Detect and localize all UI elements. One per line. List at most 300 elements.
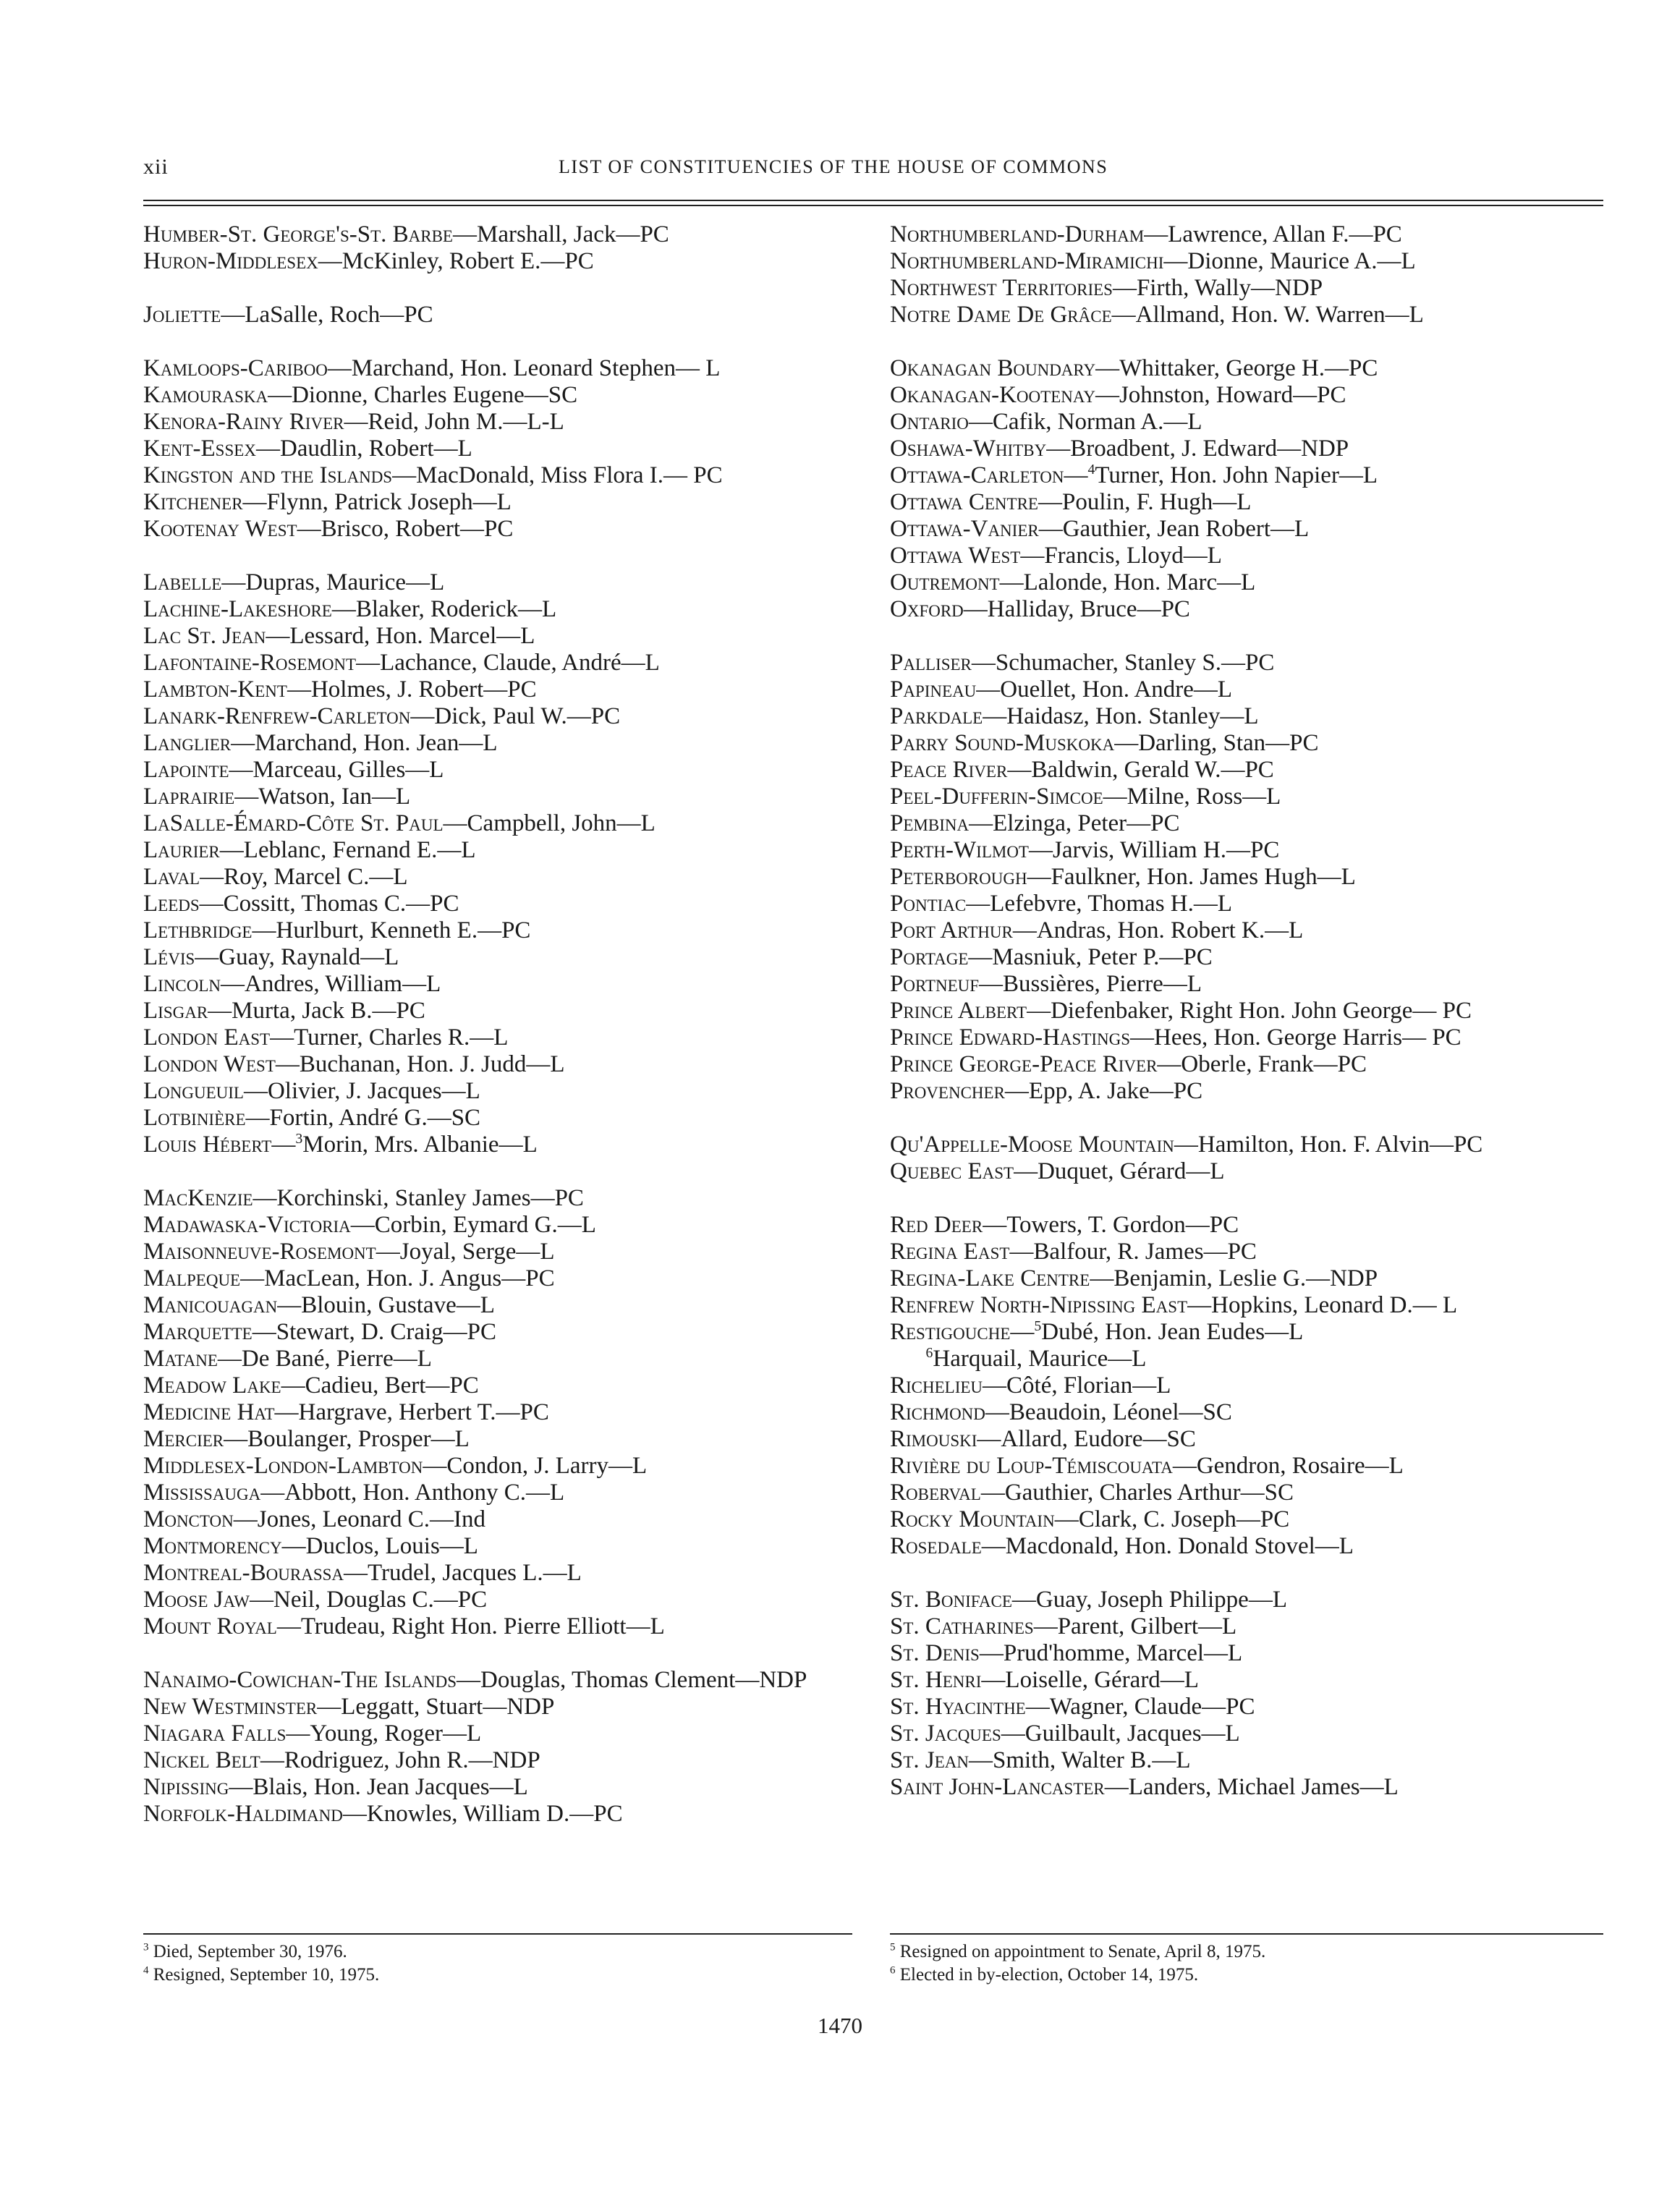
constituency-entry: Saint John-Lancaster—Landers, Michael James—L	[890, 1774, 1399, 1800]
constituency-entry: Kamouraska—Dionne, Charles Eugene—SC	[143, 382, 578, 408]
constituency-name: Mount Royal	[143, 1613, 277, 1639]
constituency-name: Papineau	[890, 676, 977, 703]
constituency-name: Rosedale	[890, 1533, 982, 1559]
constituency-entry: Northumberland-Miramichi—Dionne, Maurice A.—L	[890, 248, 1416, 274]
constituency-name: Prince Albert	[890, 998, 1027, 1024]
constituency-name: Langlier	[143, 730, 232, 756]
constituency-name: Pembina	[890, 810, 970, 836]
constituency-name: Niagara Falls	[143, 1720, 287, 1747]
constituency-name: Rimouski	[890, 1426, 977, 1452]
constituency-entry: Peel-Dufferin-Simcoe—Milne, Ross—L	[890, 784, 1281, 810]
constituency-name: Northwest Territories	[890, 275, 1113, 301]
footnote-number: 6	[890, 1964, 896, 1977]
member-name: Allard, Eudore—SC	[1001, 1426, 1196, 1452]
constituency-name: Parry Sound-Muskoka	[890, 730, 1115, 756]
member-name: Watson, Ian—L	[258, 784, 411, 810]
member-name: Cadieu, Bert—PC	[305, 1372, 479, 1399]
member-name: LaSalle, Roch—PC	[245, 302, 433, 328]
constituency-entry: Prince Albert—Diefenbaker, Right Hon. John George— PC	[890, 998, 1472, 1024]
member-name: Abbott, Hon. Anthony C.—L	[284, 1480, 565, 1506]
constituency-name: Lanark-Renfrew-Carleton	[143, 703, 411, 729]
constituency-name: St. Catharines	[890, 1613, 1034, 1639]
constituency-name: Malpeque	[143, 1265, 241, 1291]
header-rule-bottom	[143, 205, 1603, 206]
constituency-name: Louis Hébert	[143, 1132, 272, 1158]
constituency-name: Joliette	[143, 302, 221, 328]
member-name: Andres, William—L	[245, 971, 441, 997]
constituency-name: Medicine Hat	[143, 1399, 275, 1425]
member-name: Smith, Walter B.—L	[993, 1747, 1191, 1773]
constituency-name: Lambton-Kent	[143, 676, 287, 703]
member-name: Cossitt, Thomas C.—PC	[223, 891, 459, 917]
constituency-entry: Roberval—Gauthier, Charles Arthur—SC	[890, 1480, 1294, 1506]
constituency-entry: Ottawa Centre—Poulin, F. Hugh—L	[890, 489, 1252, 515]
member-name: De Bané, Pierre—L	[241, 1346, 432, 1372]
constituency-name: New Westminster	[143, 1694, 318, 1720]
constituency-entry: Lambton-Kent—Holmes, J. Robert—PC	[143, 676, 537, 703]
footnote-text: Resigned on appointment to Senate, April 8, 1975.	[899, 1942, 1266, 1961]
constituency-entry: Lachine-Lakeshore—Blaker, Roderick—L	[143, 596, 557, 622]
constituency-entry: Lanark-Renfrew-Carleton—Dick, Paul W.—PC	[143, 703, 621, 729]
member-name: Gauthier, Jean Robert—L	[1062, 516, 1310, 542]
constituency-entry: Malpeque—MacLean, Hon. J. Angus—PC	[143, 1265, 555, 1291]
constituency-entry: Lethbridge—Hurlburt, Kenneth E.—PC	[143, 917, 531, 943]
constituency-name: Peterborough	[890, 864, 1027, 890]
constituency-entry: Notre Dame De Grâce—Allmand, Hon. W. Warren—L	[890, 302, 1424, 328]
constituency-entry: Lincoln—Andres, William—L	[143, 971, 441, 997]
constituency-name: Nanaimo-Cowichan-The Islands	[143, 1667, 457, 1693]
constituency-name: St. Denis	[890, 1640, 980, 1666]
constituency-name: MacKenzie	[143, 1185, 253, 1211]
member-name: MacDonald, Miss Flora I.— PC	[416, 462, 723, 488]
constituency-name: Mississauga	[143, 1480, 261, 1506]
constituency-name: St. Henri	[890, 1667, 982, 1693]
footnote	[143, 1940, 852, 1964]
constituency-name: Mercier	[143, 1426, 224, 1452]
constituency-name: Parkdale	[890, 703, 983, 729]
constituency-name: Huron-Middlesex	[143, 248, 318, 274]
member-name: Blouin, Gustave—L	[301, 1292, 495, 1318]
constituency-entry: Lafontaine-Rosemont—Lachance, Claude, André—L	[143, 650, 660, 676]
constituency-name: Prince George-Peace River	[890, 1051, 1158, 1077]
member-name: Towers, T. Gordon—PC	[1006, 1212, 1239, 1238]
constituency-name: Kamouraska	[143, 382, 268, 408]
footnote-marker: 3	[295, 1131, 303, 1147]
constituency-entry: Middlesex-London-Lambton—Condon, J. Larry—L	[143, 1453, 648, 1479]
constituency-entry: St. Jean—Smith, Walter B.—L	[890, 1747, 1191, 1773]
constituency-name: St. Hyacinthe	[890, 1694, 1026, 1720]
member-name: Lawrence, Allan F.—PC	[1168, 221, 1402, 247]
member-name: Milne, Ross—L	[1127, 784, 1281, 810]
constituency-name: Montreal-Bourassa	[143, 1560, 344, 1586]
constituency-name: Notre Dame De Grâce	[890, 302, 1112, 328]
footnote-number: 3	[143, 1941, 149, 1953]
constituency-name: Outremont	[890, 569, 1000, 595]
constituency-name: Richmond	[890, 1399, 985, 1425]
constituency-name: Laprairie	[143, 784, 235, 810]
constituency-entry: Nickel Belt—Rodriguez, John R.—NDP	[143, 1747, 540, 1773]
constituency-entry: Peterborough—Faulkner, Hon. James Hugh—L	[890, 864, 1356, 890]
constituency-name: Okanagan-Kootenay	[890, 382, 1095, 408]
member-name: Duclos, Louis—L	[305, 1533, 478, 1559]
constituency-entry: Rosedale—Macdonald, Hon. Donald Stovel—L	[890, 1533, 1354, 1559]
member-name: MacLean, Hon. J. Angus—PC	[264, 1265, 555, 1291]
footnote-text: Elected in by-election, October 14, 1975.	[899, 1965, 1199, 1985]
constituency-entry: Oxford—Halliday, Bruce—PC	[890, 596, 1190, 622]
footnote	[890, 1964, 1603, 1987]
page-number: 1470	[818, 2013, 862, 2038]
constituency-name: Laurier	[143, 837, 220, 863]
constituency-name: Ottawa Centre	[890, 489, 1038, 515]
member-name: Oberle, Frank—PC	[1181, 1051, 1367, 1077]
constituency-name: Prince Edward-Hastings	[890, 1024, 1131, 1051]
constituency-entry: Rivière du Loup-Témiscouata—Gendron, Rosaire—L	[890, 1453, 1404, 1479]
member-name: Lalonde, Hon. Marc—L	[1023, 569, 1256, 595]
member-name: Balfour, R. James—PC	[1033, 1239, 1257, 1265]
constituency-entry: St. Henri—Loiselle, Gérard—L	[890, 1667, 1199, 1693]
constituency-name: Okanagan Boundary	[890, 355, 1096, 381]
constituency-entry: Quebec East—Duquet, Gérard—L	[890, 1158, 1225, 1184]
member-name: Duquet, Gérard—L	[1038, 1158, 1225, 1184]
constituency-entry: Niagara Falls—Young, Roger—L	[143, 1720, 482, 1747]
constituency-name: Lincoln	[143, 971, 221, 997]
constituency-entry: Qu'Appelle-Moose Mountain—Hamilton, Hon. F. Alvin—PC	[890, 1132, 1483, 1158]
member-name: Johnston, Howard—PC	[1119, 382, 1346, 408]
constituency-entry: Portneuf—Bussières, Pierre—L	[890, 971, 1202, 997]
constituency-entry: Red Deer—Towers, T. Gordon—PC	[890, 1212, 1239, 1238]
constituency-name: Pontiac	[890, 891, 967, 917]
member-name: Elzinga, Peter—PC	[993, 810, 1180, 836]
constituency-name: Northumberland-Miramichi	[890, 248, 1164, 274]
member-name: Buchanan, Hon. J. Judd—L	[299, 1051, 565, 1077]
constituency-name: Saint John-Lancaster	[890, 1774, 1105, 1800]
member-name: Jones, Leonard C.—Ind	[257, 1506, 486, 1532]
member-name: Guilbault, Jacques—L	[1024, 1720, 1240, 1747]
footnotes-left	[143, 1940, 852, 1987]
constituency-entry: Medicine Hat—Hargrave, Herbert T.—PC	[143, 1399, 549, 1425]
constituency-name: London West	[143, 1051, 276, 1077]
constituency-entry: Norfolk-Haldimand—Knowles, William D.—PC	[143, 1801, 623, 1827]
constituency-entry: Pontiac—Lefebvre, Thomas H.—L	[890, 891, 1233, 917]
member-name: Harquail, Maurice—L	[933, 1346, 1147, 1372]
constituency-entry: Langlier—Marchand, Hon. Jean—L	[143, 730, 498, 756]
member-name: Marchand, Hon. Leonard Stephen— L	[351, 355, 721, 381]
member-name: Leggatt, Stuart—NDP	[341, 1694, 555, 1720]
constituency-entry: Pembina—Elzinga, Peter—PC	[890, 810, 1180, 836]
member-name: Turner, Hon. John Napier—L	[1095, 462, 1378, 488]
member-name: Baldwin, Gerald W.—PC	[1031, 757, 1274, 783]
constituency-entry: Palliser—Schumacher, Stanley S.—PC	[890, 650, 1275, 676]
member-name: Douglas, Thomas Clement—NDP	[480, 1667, 807, 1693]
constituency-name: Laval	[143, 864, 200, 890]
member-name: Wagner, Claude—PC	[1049, 1694, 1255, 1720]
member-name: Condon, J. Larry—L	[446, 1453, 648, 1479]
constituency-entry: Nanaimo-Cowichan-The Islands—Douglas, Thomas Clement—NDP	[143, 1667, 807, 1693]
constituency-entry: St. Jacques—Guilbault, Jacques—L	[890, 1720, 1240, 1747]
constituency-entry: Richelieu—Côté, Florian—L	[890, 1372, 1171, 1399]
member-name: Trudel, Jacques L.—L	[368, 1560, 582, 1586]
member-name: Cafik, Norman A.—L	[992, 409, 1202, 435]
constituency-entry: St. Hyacinthe—Wagner, Claude—PC	[890, 1694, 1255, 1720]
constituency-entry: Madawaska-Victoria—Corbin, Eymard G.—L	[143, 1212, 596, 1238]
constituency-name: Palliser	[890, 650, 972, 676]
constituency-name: Leeds	[143, 891, 200, 917]
member-name: Daudlin, Robert—L	[279, 436, 472, 462]
member-name: Leblanc, Fernand E.—L	[243, 837, 476, 863]
member-name: Côté, Florian—L	[1006, 1372, 1171, 1399]
constituency-entry: Portage—Masniuk, Peter P.—PC	[890, 944, 1213, 970]
constituency-name: Lisgar	[143, 998, 208, 1024]
member-name: Masniuk, Peter P.—PC	[992, 944, 1213, 970]
member-name: McKinley, Robert E.—PC	[341, 248, 594, 274]
constituency-entry: Rocky Mountain—Clark, C. Joseph—PC	[890, 1506, 1290, 1532]
constituency-name: Rivière du Loup-Témiscouata	[890, 1453, 1173, 1479]
running-head: LIST OF CONSTITUENCIES OF THE HOUSE OF COMMONS	[559, 156, 1108, 177]
constituency-entry: Ottawa West—Francis, Lloyd—L	[890, 543, 1222, 569]
constituency-name: London East	[143, 1024, 271, 1051]
constituency-name: Montmorency	[143, 1533, 282, 1559]
constituency-name: Lotbinière	[143, 1105, 246, 1131]
member-name: Epp, A. Jake—PC	[1028, 1078, 1203, 1104]
member-name: Young, Roger—L	[310, 1720, 482, 1747]
constituency-name: Lafontaine-Rosemont	[143, 650, 357, 676]
constituency-name: Portage	[890, 944, 969, 970]
constituency-name: St. Boniface	[890, 1587, 1012, 1613]
constituency-entry: Northwest Territories—Firth, Wally—NDP	[890, 275, 1323, 301]
member-name: Diefenbaker, Right Hon. John George— PC	[1051, 998, 1472, 1024]
constituency-name: Maisonneuve-Rosemont	[143, 1239, 376, 1265]
footnote-rule-left	[143, 1933, 852, 1935]
member-name: Turner, Charles R.—L	[294, 1024, 509, 1051]
constituency-name: Kenora-Rainy River	[143, 409, 344, 435]
constituency-entry: Northumberland-Durham—Lawrence, Allan F.—PC	[890, 221, 1402, 247]
constituency-name: Rocky Mountain	[890, 1506, 1055, 1532]
constituency-name: Red Deer	[890, 1212, 983, 1238]
member-name: Stewart, D. Craig—PC	[276, 1319, 497, 1345]
footnote	[143, 1964, 852, 1987]
constituency-entry: Louis Hébert—$^3$Morin, Mrs. Albanie—L	[143, 1131, 538, 1158]
constituency-entry: Regina East—Balfour, R. James—PC	[890, 1239, 1257, 1265]
constituency-entry: Restigouche—$^5$Dubé, Hon. Jean Eudes—L	[890, 1318, 1304, 1345]
constituency-entry: Renfrew North-Nipissing East—Hopkins, Leonard D.— L	[890, 1292, 1458, 1318]
constituency-entry: Oshawa-Whitby—Broadbent, J. Edward—NDP	[890, 436, 1349, 462]
constituency-entry: Nipissing—Blais, Hon. Jean Jacques—L	[143, 1774, 528, 1800]
constituency-entry: Laval—Roy, Marcel C.—L	[143, 864, 408, 890]
constituency-name: LaSalle-Émard-Côte St. Paul	[143, 810, 444, 836]
constituency-name: Oshawa-Whitby	[890, 436, 1047, 462]
constituency-entry: Joliette—LaSalle, Roch—PC	[143, 302, 433, 328]
member-name: Benjamin, Leslie G.—NDP	[1113, 1265, 1378, 1291]
constituency-entry: Parkdale—Haidasz, Hon. Stanley—L	[890, 703, 1259, 729]
footnote-rule-right	[890, 1933, 1603, 1935]
constituency-entry: New Westminster—Leggatt, Stuart—NDP	[143, 1694, 555, 1720]
constituency-entry: Humber-St. George's-St. Barbe—Marshall, Jack—PC	[143, 221, 669, 247]
constituency-entry: MacKenzie—Korchinski, Stanley James—PC	[143, 1185, 584, 1211]
constituency-name: Lachine-Lakeshore	[143, 596, 332, 622]
constituency-name: Moncton	[143, 1506, 234, 1532]
member-name: Firth, Wally—NDP	[1136, 275, 1323, 301]
member-name: Roy, Marcel C.—L	[224, 864, 408, 890]
member-name: Morin, Mrs. Albanie—L	[302, 1132, 538, 1158]
constituency-name: Humber-St. George's-St. Barbe	[143, 221, 453, 247]
member-name: Brisco, Robert—PC	[321, 516, 514, 542]
constituency-entry: Marquette—Stewart, D. Craig—PC	[143, 1319, 497, 1345]
footnote-number: 5	[890, 1941, 896, 1953]
member-name: Loiselle, Gérard—L	[1005, 1667, 1199, 1693]
member-name: Knowles, William D.—PC	[366, 1801, 623, 1827]
footnotes-right	[890, 1940, 1603, 1987]
constituency-entry: Montreal-Bourassa—Trudel, Jacques L.—L	[143, 1560, 582, 1586]
constituency-entry: Laprairie—Watson, Ian—L	[143, 784, 411, 810]
member-name: Dick, Paul W.—PC	[434, 703, 621, 729]
constituency-entry: Okanagan-Kootenay—Johnston, Howard—PC	[890, 382, 1346, 408]
constituency-entry: Papineau—Ouellet, Hon. Andre—L	[890, 676, 1233, 703]
constituency-entry: Lévis—Guay, Raynald—L	[143, 944, 399, 970]
member-name: Marshall, Jack—PC	[477, 221, 669, 247]
constituency-name: Kamloops-Cariboo	[143, 355, 328, 381]
constituency-entry: St. Catharines—Parent, Gilbert—L	[890, 1613, 1237, 1639]
constituency-entry: Manicouagan—Blouin, Gustave—L	[143, 1292, 495, 1318]
member-name: Lachance, Claude, André—L	[380, 650, 660, 676]
constituency-entry: Lapointe—Marceau, Gilles—L	[143, 757, 444, 783]
constituency-entry: St. Denis—Prud'homme, Marcel—L	[890, 1640, 1243, 1666]
member-name: Holmes, J. Robert—PC	[310, 676, 537, 703]
constituency-name: Qu'Appelle-Moose Mountain	[890, 1132, 1174, 1158]
constituency-name: Meadow Lake	[143, 1372, 281, 1399]
constituency-entry: Rimouski—Allard, Eudore—SC	[890, 1426, 1196, 1452]
constituency-name: Norfolk-Haldimand	[143, 1801, 343, 1827]
constituency-entry: Mount Royal—Trudeau, Right Hon. Pierre Elliott—L	[143, 1613, 665, 1639]
constituency-name: Lac St. Jean	[143, 623, 266, 649]
constituency-name: Northumberland-Durham	[890, 221, 1145, 247]
constituency-name: Lethbridge	[143, 917, 253, 943]
member-name: Francis, Lloyd—L	[1044, 543, 1222, 569]
member-name: Gendron, Rosaire—L	[1196, 1453, 1404, 1479]
constituency-name: Kent-Essex	[143, 436, 256, 462]
constituency-entry: Richmond—Beaudoin, Léonel—SC	[890, 1399, 1232, 1425]
constituency-name: Ottawa West	[890, 543, 1021, 569]
member-name: Corbin, Eymard G.—L	[374, 1212, 596, 1238]
member-name: Reid, John M.—L-L	[368, 409, 564, 435]
member-name: Jarvis, William H.—PC	[1052, 837, 1280, 863]
constituency-entry: Kitchener—Flynn, Patrick Joseph—L	[143, 489, 512, 515]
member-name: Dionne, Charles Eugene—SC	[292, 382, 578, 408]
constituency-name: Matane	[143, 1346, 218, 1372]
member-name: Hopkins, Leonard D.— L	[1211, 1292, 1458, 1318]
constituency-entry: Labelle—Dupras, Maurice—L	[143, 569, 445, 595]
constituency-entry: Outremont—Lalonde, Hon. Marc—L	[890, 569, 1256, 595]
constituency-entry: Ottawa-Vanier—Gauthier, Jean Robert—L	[890, 516, 1310, 542]
member-name: Parent, Gilbert—L	[1057, 1613, 1237, 1639]
constituency-entry: Huron-Middlesex—McKinley, Robert E.—PC	[143, 248, 594, 274]
member-name: Neil, Douglas C.—PC	[273, 1587, 488, 1613]
member-name: Hees, Hon. George Harris— PC	[1154, 1024, 1461, 1051]
constituency-entry: Moncton—Jones, Leonard C.—Ind	[143, 1506, 486, 1532]
constituency-name: Regina East	[890, 1239, 1010, 1265]
constituency-entry: Lisgar—Murta, Jack B.—PC	[143, 998, 425, 1024]
constituency-entry: Moose Jaw—Neil, Douglas C.—PC	[143, 1587, 488, 1613]
constituency-entry: Montmorency—Duclos, Louis—L	[143, 1533, 478, 1559]
constituency-name: Provencher	[890, 1078, 1005, 1104]
constituency-entry: Kent-Essex—Daudlin, Robert—L	[143, 436, 472, 462]
constituency-entry: Longueuil—Olivier, J. Jacques—L	[143, 1078, 480, 1104]
footnote-marker: 5	[1034, 1318, 1042, 1334]
constituency-entry: Maisonneuve-Rosemont—Joyal, Serge—L	[143, 1239, 555, 1265]
member-name: Dionne, Maurice A.—L	[1187, 248, 1416, 274]
constituency-name: Manicouagan	[143, 1292, 278, 1318]
footnote	[890, 1940, 1603, 1964]
constituency-name: Labelle	[143, 569, 222, 595]
constituency-entry: Regina-Lake Centre—Benjamin, Leslie G.—NDP	[890, 1265, 1378, 1291]
member-name: Hargrave, Herbert T.—PC	[298, 1399, 549, 1425]
constituency-entry: Port Arthur—Andras, Hon. Robert K.—L	[890, 917, 1304, 943]
constituency-entry: Ottawa-Carleton—$^4$Turner, Hon. John Napier—L	[890, 462, 1378, 488]
constituency-entry: Prince George-Peace River—Oberle, Frank—PC	[890, 1051, 1367, 1077]
member-name: Guay, Raynald—L	[219, 944, 399, 970]
right-column	[890, 221, 1599, 1801]
constituency-entry: St. Boniface—Guay, Joseph Philippe—L	[890, 1587, 1287, 1613]
member-name: Trudeau, Right Hon. Pierre Elliott—L	[300, 1613, 665, 1639]
member-name: Broadbent, J. Edward—NDP	[1070, 436, 1349, 462]
member-name: Halliday, Bruce—PC	[987, 596, 1190, 622]
constituency-name: St. Jean	[890, 1747, 970, 1773]
member-name: Allmand, Hon. W. Warren—L	[1135, 302, 1424, 328]
member-name: Darling, Stan—PC	[1138, 730, 1319, 756]
constituency-name: Peel-Dufferin-Simcoe	[890, 784, 1103, 810]
member-name: Whittaker, George H.—PC	[1119, 355, 1378, 381]
header-rule-top	[143, 200, 1603, 201]
member-name: Bussières, Pierre—L	[1003, 971, 1202, 997]
member-name: Clark, C. Joseph—PC	[1078, 1506, 1290, 1532]
constituency-entry: Perth-Wilmot—Jarvis, William H.—PC	[890, 837, 1280, 863]
constituency-entry: Parry Sound-Muskoka—Darling, Stan—PC	[890, 730, 1319, 756]
constituency-name: Restigouche	[890, 1319, 1011, 1345]
member-name: Joyal, Serge—L	[399, 1239, 555, 1265]
constituency-name: Portneuf	[890, 971, 980, 997]
constituency-entry: Kootenay West—Brisco, Robert—PC	[143, 516, 514, 542]
constituency-name: Ottawa-Carleton	[890, 462, 1064, 488]
member-name: Korchinski, Stanley James—PC	[276, 1185, 584, 1211]
constituency-entry: Kenora-Rainy River—Reid, John M.—L-L	[143, 409, 564, 435]
constituency-name: Quebec East	[890, 1158, 1014, 1184]
constituency-entry: Okanagan Boundary—Whittaker, George H.—PC	[890, 355, 1378, 381]
constituency-name: Kitchener	[143, 489, 243, 515]
footnote-marker: 6	[925, 1345, 933, 1361]
member-name: Marceau, Gilles—L	[253, 757, 444, 783]
constituency-name: Lévis	[143, 944, 195, 970]
constituency-name: Longueuil	[143, 1078, 244, 1104]
constituency-name: Kootenay West	[143, 516, 297, 542]
constituency-entry: Provencher—Epp, A. Jake—PC	[890, 1078, 1203, 1104]
member-name: Blais, Hon. Jean Jacques—L	[253, 1774, 528, 1800]
constituency-entry: Ontario—Cafik, Norman A.—L	[890, 409, 1202, 435]
constituency-name: Marquette	[143, 1319, 253, 1345]
constituency-name: Oxford	[890, 596, 964, 622]
constituency-entry: Meadow Lake—Cadieu, Bert—PC	[143, 1372, 479, 1399]
constituency-name: Roberval	[890, 1480, 981, 1506]
constituency-entry: LaSalle-Émard-Côte St. Paul—Campbell, John—L	[143, 810, 656, 836]
member-name: Dubé, Hon. Jean Eudes—L	[1041, 1319, 1304, 1345]
constituency-entry: Mercier—Boulanger, Prosper—L	[143, 1426, 470, 1452]
constituency-name: Peace River	[890, 757, 1008, 783]
constituency-name: Nipissing	[143, 1774, 229, 1800]
member-name: Boulanger, Prosper—L	[247, 1426, 470, 1452]
member-name: Faulkner, Hon. James Hugh—L	[1051, 864, 1356, 890]
footnote-text: Died, September 30, 1976.	[153, 1942, 347, 1961]
constituency-name: Perth-Wilmot	[890, 837, 1029, 863]
constituency-entry: London East—Turner, Charles R.—L	[143, 1024, 509, 1051]
member-name: Gauthier, Charles Arthur—SC	[1004, 1480, 1294, 1506]
